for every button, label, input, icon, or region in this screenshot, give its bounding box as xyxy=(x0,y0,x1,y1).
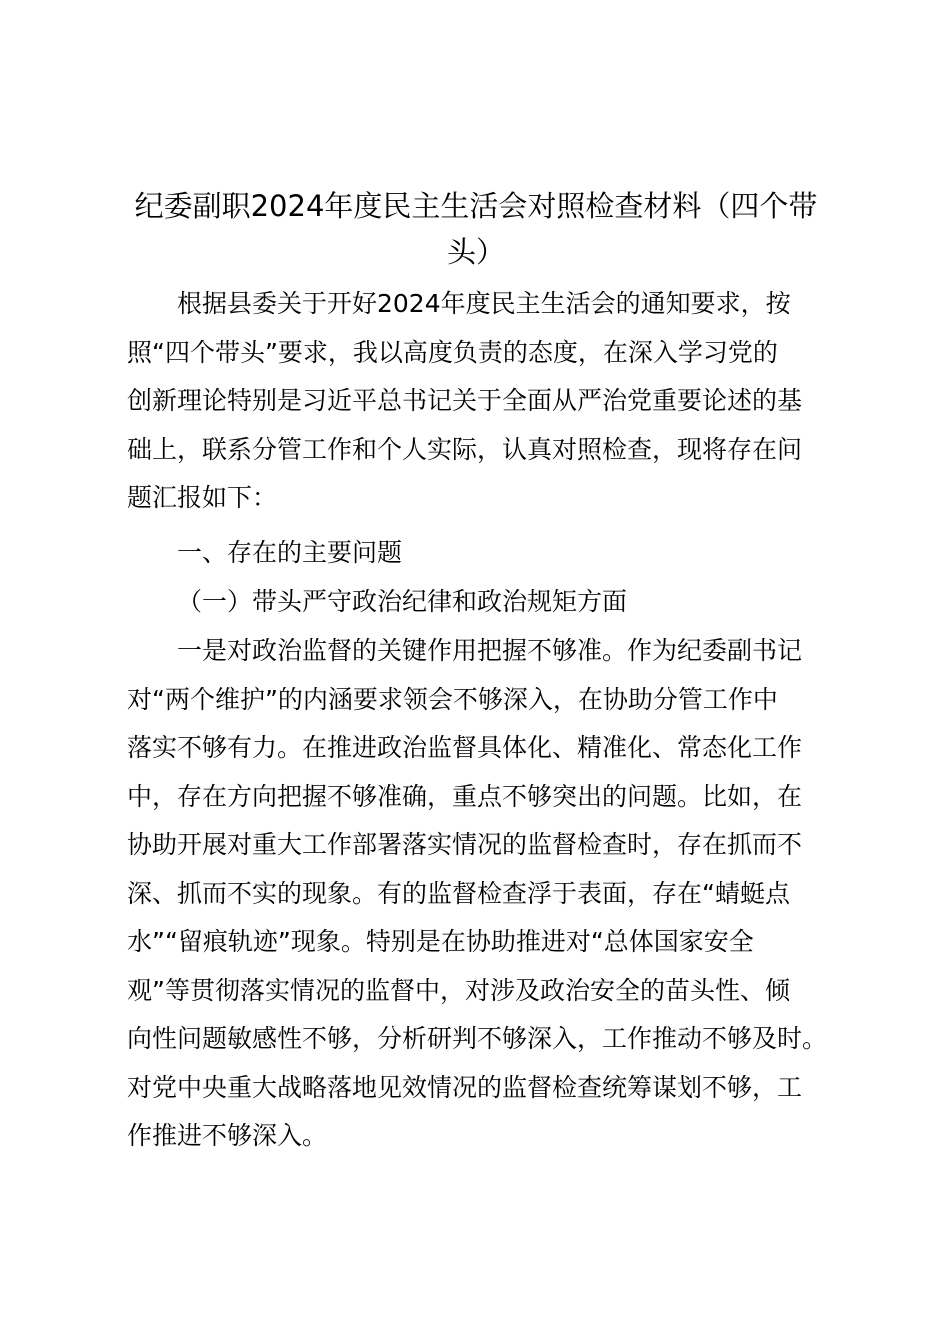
paragraph-line: 照“四个带头”要求，我以高度负责的态度，在深入学习党的 xyxy=(127,337,778,367)
paragraph-line: 题汇报如下： xyxy=(127,483,278,512)
paragraph-line: 作推进不够深入。 xyxy=(127,1121,328,1150)
paragraph-line: 水”“留痕轨迹”现象。特别是在协助推进对“总体国家安全 xyxy=(127,927,754,956)
section-heading-text: 一、存在的主要问题 xyxy=(177,538,403,567)
paragraph-line: 协助开展对重大工作部署落实情况的监督检查时，存在抓而不 xyxy=(127,830,803,859)
paragraph-line: 一是对政治监督的关键作用把握不够准。作为纪委副书记 xyxy=(177,636,803,665)
paragraph-line: 创新理论特别是习近平总书记关于全面从严治党重要论述的基 xyxy=(127,386,803,415)
section-heading xyxy=(127,529,847,578)
paragraph-line: 向性问题敏感性不够，分析研判不够深入，工作推动不够及时。 xyxy=(127,1024,828,1053)
paragraph-line: 中，存在方向把握不够准确，重点不够突出的问题。比如，在 xyxy=(127,781,803,811)
subsection-heading-text: （一）带头严守政治纪律和政治规矩方面 xyxy=(177,587,628,616)
paragraph-line: 根据县委关于开好2024年度民主生活会的通知要求，按 xyxy=(177,289,791,318)
paragraph-line: 础上，联系分管工作和个人实际，认真对照检查，现将存在问 xyxy=(127,434,803,464)
document-title xyxy=(120,183,832,275)
point-paragraph xyxy=(127,627,847,1161)
paragraph-line: 观”等贯彻落实情况的监督中，对涉及政治安全的苗头性、倾 xyxy=(127,975,790,1005)
paragraph-line: 落实不够有力。在推进政治监督具体化、精准化、常态化工作 xyxy=(127,733,803,762)
title-line: 纪委副职2024年度民主生活会对照检查材料（四个带 xyxy=(134,189,818,223)
paragraph-line: 对党中央重大战略落地见效情况的监督检查统筹谋划不够，工 xyxy=(127,1072,803,1102)
intro-paragraph xyxy=(127,280,847,523)
paragraph-line: 深、抓而不实的现象。有的监督检查浮于表面，存在“蜻蜓点 xyxy=(127,878,790,908)
title-line: 头） xyxy=(446,235,505,269)
paragraph-line: 对“两个维护”的内涵要求领会不够深入，在协助分管工作中 xyxy=(127,684,778,714)
subsection-heading xyxy=(127,578,847,627)
